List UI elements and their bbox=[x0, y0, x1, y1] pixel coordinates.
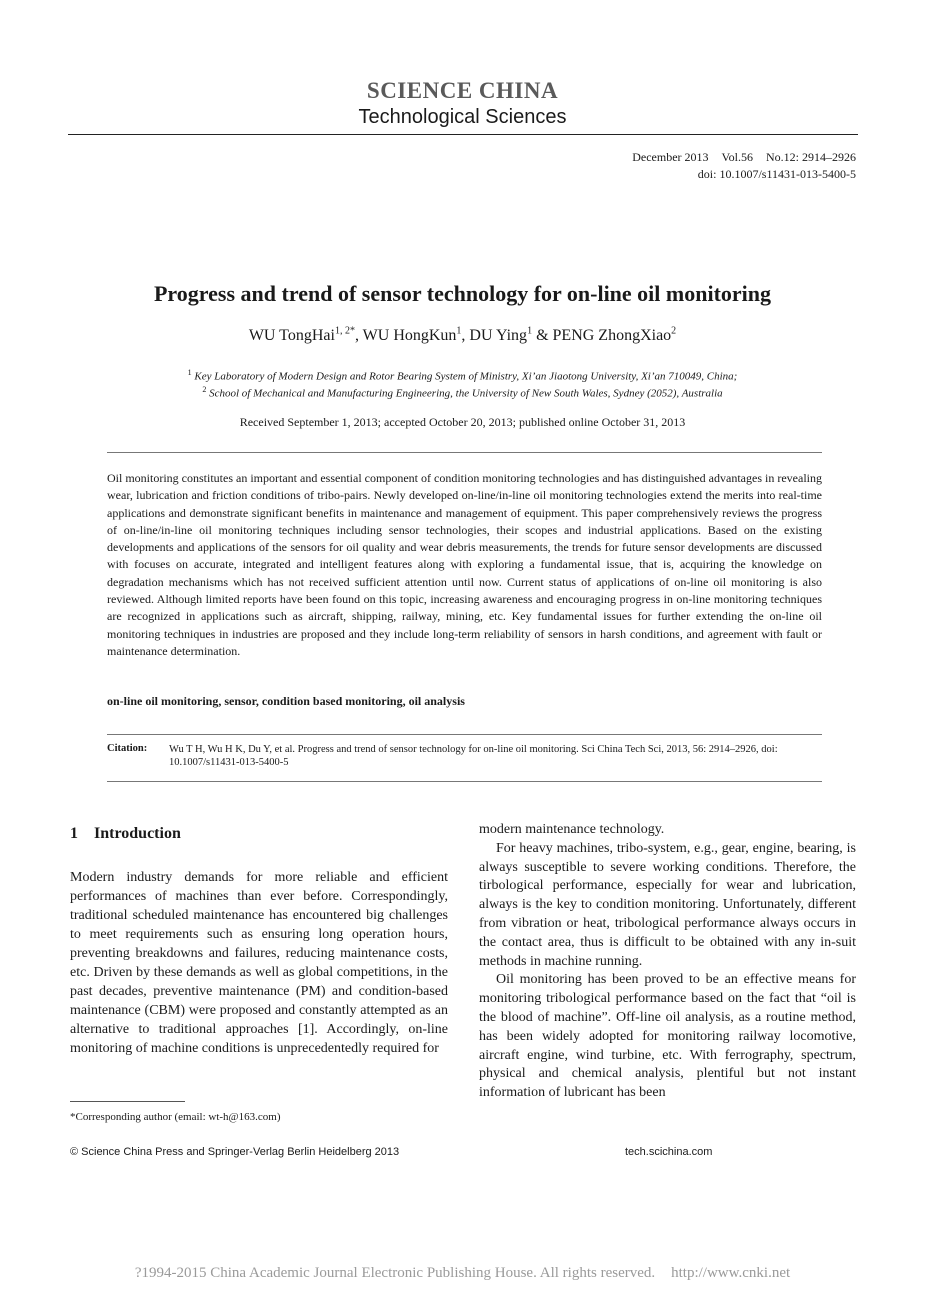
watermark-url[interactable]: http://www.cnki.net bbox=[671, 1265, 791, 1281]
author: WU TongHai$^{1, 2*}$, bbox=[248, 326, 363, 345]
paragraph: Oil monitoring has been proved to be an effective means for monitoring tribological performance based on the fact that “oil is the blood of machine”. Off-line oil analysis, as a routine method, has been widely adopted for monitoring railway locomotive, aircraft engine, wind turbine, etc. With ferrography, spectrum, physical and chemical analysis, plentiful but not instant information of lubricant has been bbox=[479, 972, 856, 1101]
header-rule bbox=[68, 134, 858, 135]
issue-info bbox=[622, 150, 856, 165]
issue-date: December 2013 bbox=[632, 150, 709, 164]
abstract: Oil monitoring constitutes an important and essential component of condition monitoring technologies and has distinguished advantages in revealing wear, lubrication and friction conditions of tribo-pairs. Newly developed on-line/in-line oil monitoring technologies extend the merits into real-time applications and demonstrate significant benefits in maintenance and management of equipment. This paper comprehensively reviews the progress of on-line/in-line oil monitoring techniques including sensor technologies, their scopes and industrial applications. Based on the existing developments and applications of the sensors for oil quality and wear debris measurements, the trends for future sensor developments are discussed with focuses on accurate, integrated and intelligent features along with exploring a fundamental issue, that is, acquiring the knowledge on degradation mechanisms which has not received sufficient attention until now. Current status of applications of on-line oil monitoring is also reviewed. Although limited reports have been found on this topic, increasing awareness and encouraging progress in on-line monitoring techniques are recognized in applications such as aircraft, shipping, railway, mining, etc. Key fundamental issues for further extending the on-line oil monitoring techniques in industries are proposed and they include long-term reliability of sensors in harsh conditions, and agreement with fault or maintenance determination. bbox=[107, 471, 822, 658]
author: DU Ying$^1$ & bbox=[469, 326, 553, 345]
paragraph: Modern industry demands for more reliable and efficient performances of machines than ever before. Correspondingly, traditional scheduled maintenance has encountered big challenges to meet requirements such as ensuring long operation hours, preventing breakdowns and failures, reducing maintenance costs, etc. Driven by these demands as well as global competitions, in the past decades, preventive maintenance (PM) and condition-based maintenance (CBM) were proposed and constantly attempted as an alternative to traditional approaches [1]. Accordingly, on-line monitoring of machine conditions is unprecedentedly required for bbox=[70, 870, 448, 1056]
divider bbox=[107, 452, 822, 453]
journal-subtitle: Technological Sciences bbox=[358, 106, 567, 128]
citation-label: Citation: bbox=[107, 743, 148, 754]
affiliation-1: $^1$ Key Laboratory of Modern Design and Rotor Bearing System of Ministry, Xi’an Jiaotong University, Xi’an 710049, China; bbox=[187, 368, 738, 383]
doi: doi: 10.1007/s11431-013-5400-5 bbox=[697, 167, 856, 181]
watermark: ?1994-2015 China Academic Journal Electronic Publishing House. All rights reserved. http://www.cnki.net bbox=[134, 1265, 791, 1281]
citation-text: Wu T H, Wu H K, Du Y, et al. Progress and trend of sensor technology for on-line oil monitoring. Sci China Tech Sci, 2013, 56: 2914–2926, doi: 10.1007/s11431-013-5400-5 bbox=[169, 744, 778, 768]
footnote: *Corresponding author (email: wt-h@163.com) bbox=[70, 1111, 281, 1123]
section-heading: 1 Introduction bbox=[70, 825, 181, 842]
paragraph: modern maintenance technology. bbox=[479, 822, 665, 837]
divider bbox=[107, 781, 822, 782]
author: WU HongKun$^1$, bbox=[362, 326, 470, 345]
body-column-left bbox=[70, 868, 448, 1058]
issue-number: No.12: 2914–2926 bbox=[766, 150, 856, 164]
keywords: on-line oil monitoring, sensor, condition based monitoring, oil analysis bbox=[107, 694, 465, 708]
journal-url[interactable]: tech.scichina.com bbox=[625, 1146, 713, 1158]
issue-volume: Vol.56 bbox=[721, 150, 753, 164]
footnote-rule bbox=[70, 1101, 185, 1102]
paper-title: Progress and trend of sensor technology for on-line oil monitoring bbox=[153, 281, 772, 306]
body-column-right bbox=[479, 821, 856, 1103]
affiliation-2: $^2$ School of Mechanical and Manufacturing Engineering, the University of New South Wales, Sydney (2052), Australia bbox=[202, 385, 723, 400]
author: PENG ZhongXiao$^2$ bbox=[552, 326, 677, 345]
received-dates: Received September 1, 2013; accepted October 20, 2013; published online October 31, 2013 bbox=[239, 415, 686, 429]
paragraph: For heavy machines, tribo-system, e.g., gear, engine, bearing, is always susceptible to severe working conditions. Therefore, the tirbological performance, especially for wear and lubrication, always is the key to condition monitoring. Unfortunately, different from vibration or heat, tribological performance always occurs in the contact area, thus is difficult to be obtained with any in-suit methods in machine running. bbox=[479, 840, 856, 969]
divider bbox=[107, 734, 822, 735]
copyright: © Science China Press and Springer-Verlag Berlin Heidelberg 2013 bbox=[70, 1146, 400, 1158]
journal-title: SCIENCE CHINA bbox=[366, 78, 559, 103]
author-list bbox=[0, 326, 925, 345]
